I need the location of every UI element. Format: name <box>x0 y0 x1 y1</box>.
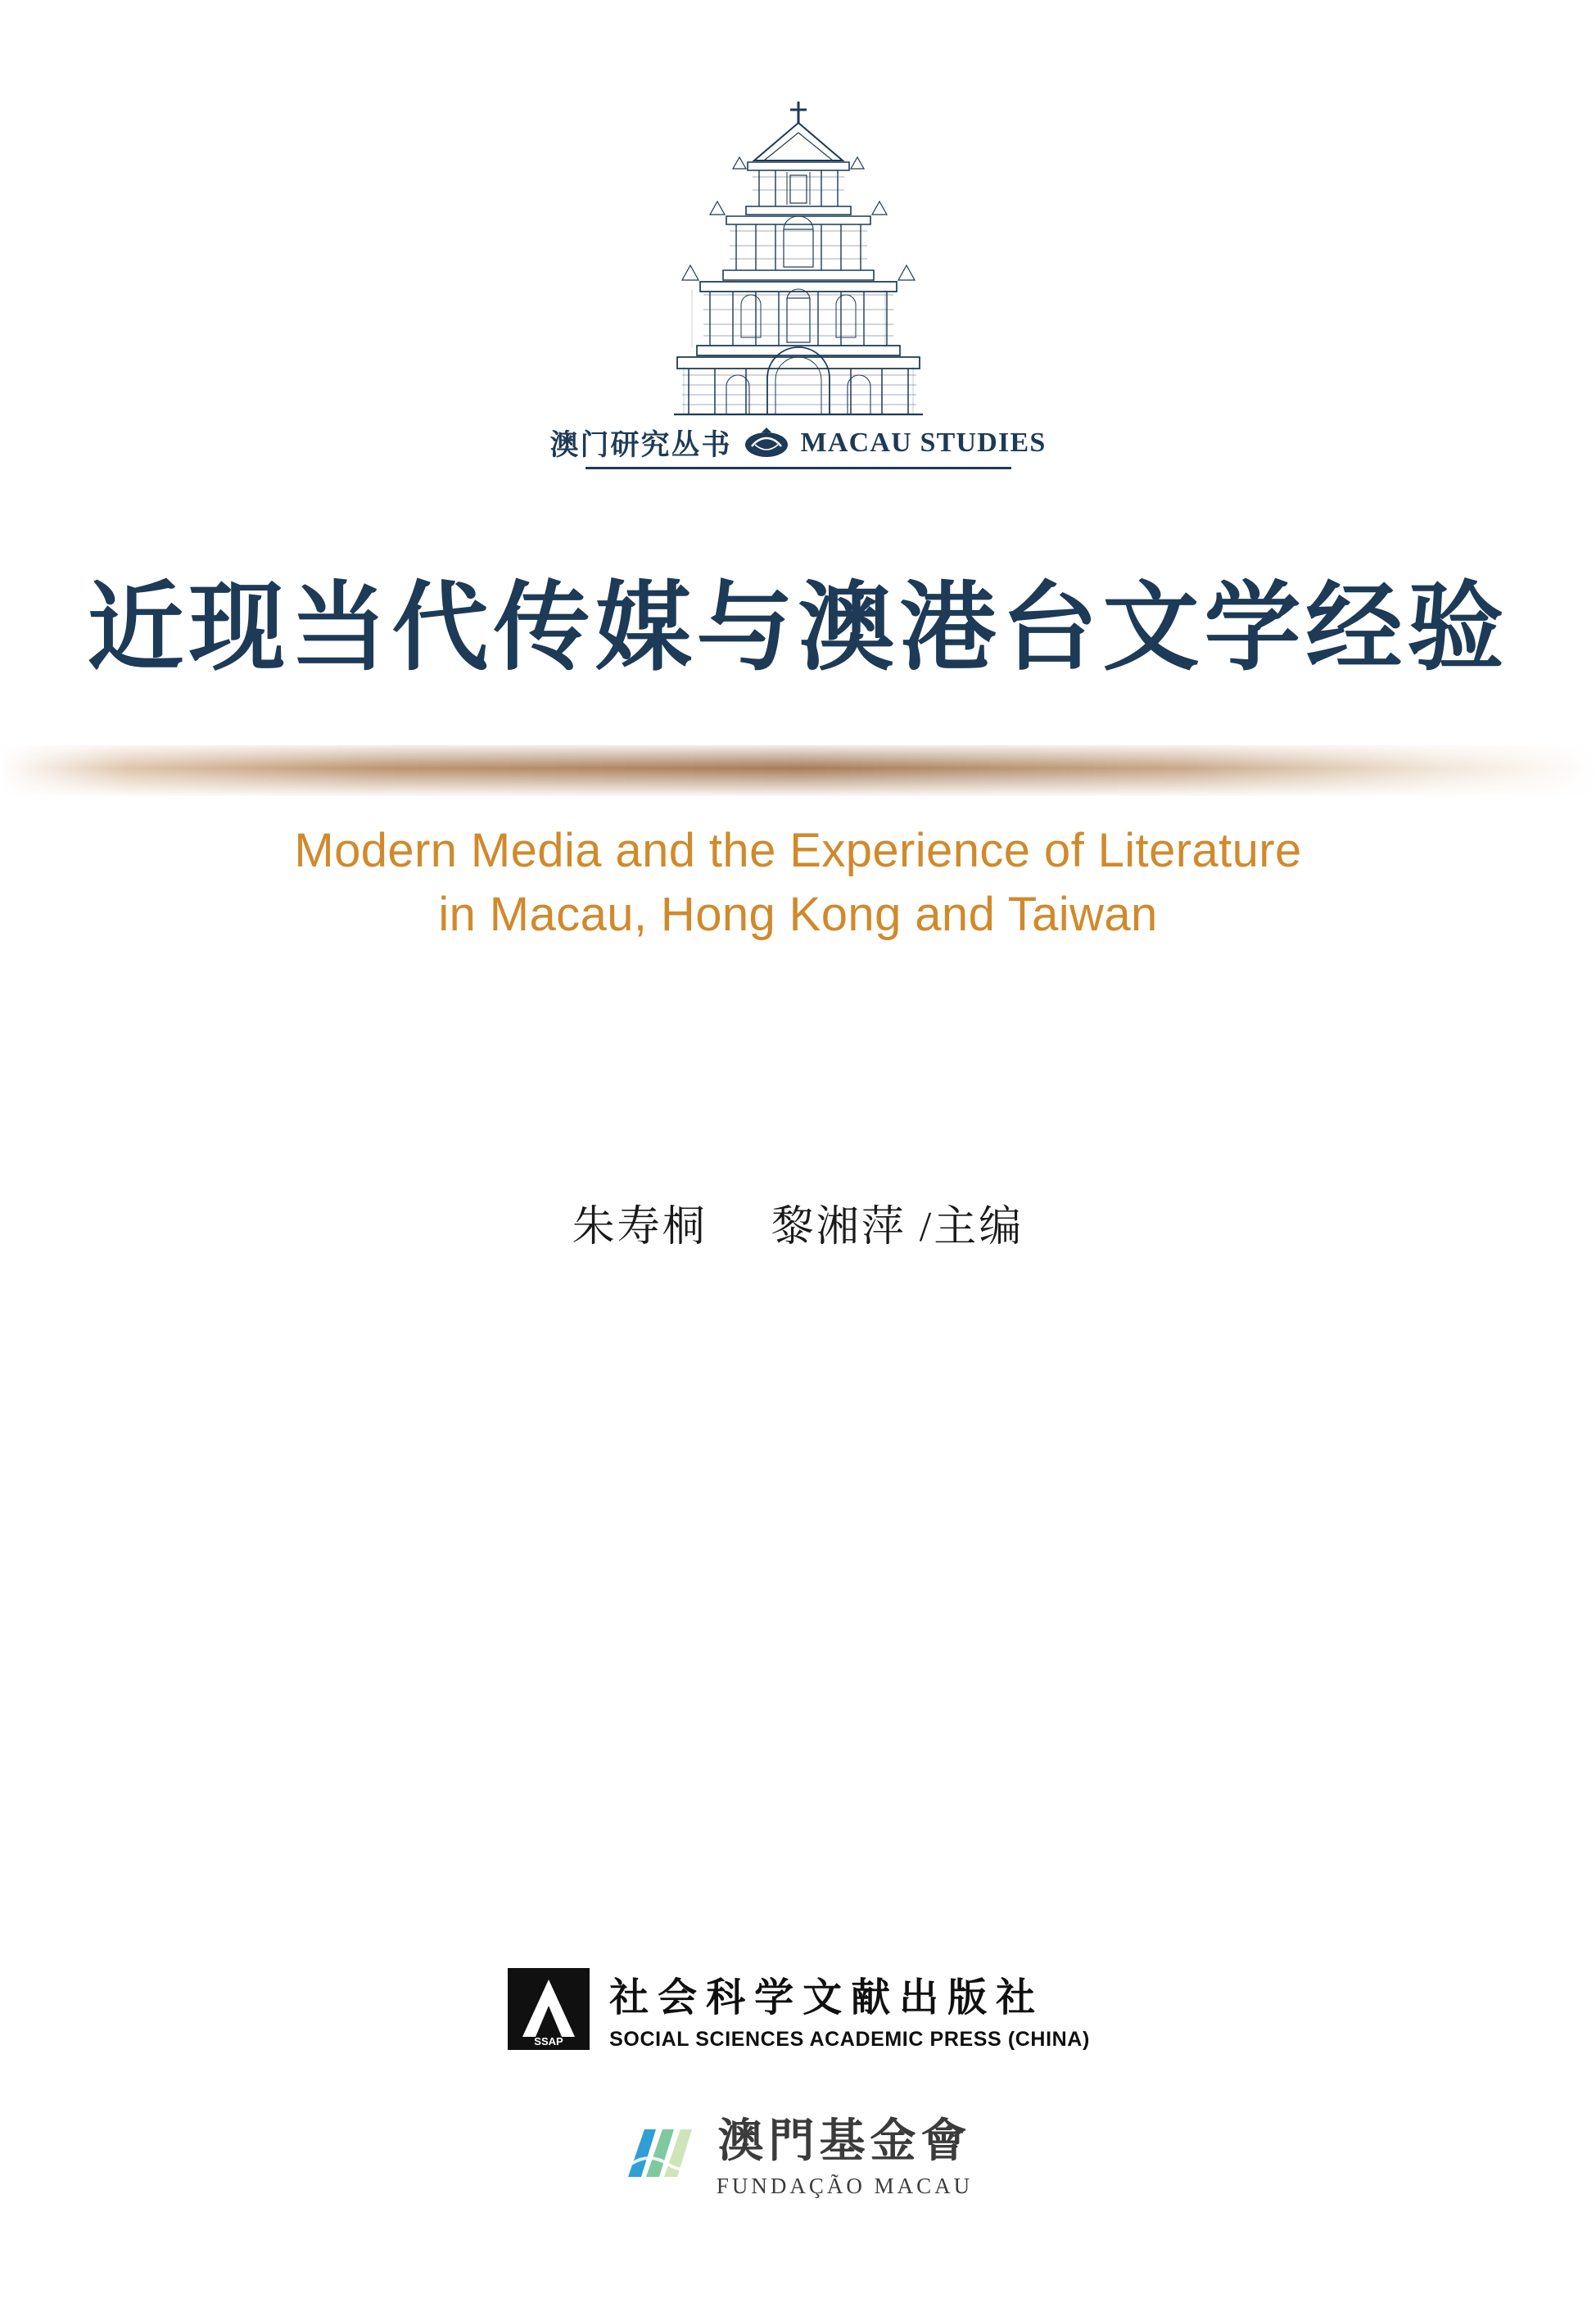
ruins-of-st-pauls-icon <box>586 90 1011 418</box>
series-name-cn: 澳门研究丛书 <box>549 429 732 461</box>
publisher-name-en: SOCIAL SCIENCES ACADEMIC PRESS (CHINA) <box>609 2028 1090 2051</box>
series-name-line <box>550 423 1047 464</box>
editor-name-2: 黎湘萍 <box>771 1204 907 1251</box>
foundation-name-pt: FUNDAÇÃO MACAU <box>716 2174 974 2198</box>
title-zone <box>0 573 1596 685</box>
macau-studies-mark-icon <box>744 427 789 459</box>
decorative-gradient-band <box>0 745 1596 796</box>
page-subtitle-line-2: in Macau, Hong Kong and Taiwan <box>438 888 1158 942</box>
series-divider <box>586 467 1011 469</box>
publisher-text <box>609 1966 1090 2052</box>
series-name-en: MACAU STUDIES <box>800 428 1047 458</box>
editor-role: /主编 <box>919 1204 1024 1251</box>
subtitle-zone <box>0 819 1596 948</box>
page-title-cn: 近现当代传媒与澳港台文学经验 <box>87 575 1509 682</box>
publisher-name-cn: 社会科学文献出版社 <box>609 1976 1045 2020</box>
fundacao-macau-logo-icon <box>623 2115 702 2190</box>
foundation-block <box>0 2105 1596 2199</box>
page-subtitle-line-1: Modern Media and the Experience of Literature <box>294 824 1302 877</box>
foundation-name-cn: 澳門基金會 <box>717 2116 972 2167</box>
publisher-block <box>0 1966 1596 2052</box>
foundation-text <box>717 2105 973 2199</box>
svg-text:SSAP: SSAP <box>534 2034 563 2047</box>
editor-name-1: 朱寿桐 <box>572 1204 708 1251</box>
editors-line <box>0 1192 1596 1253</box>
series-emblem-block <box>0 90 1596 469</box>
ssap-logo-icon <box>506 1966 591 2052</box>
